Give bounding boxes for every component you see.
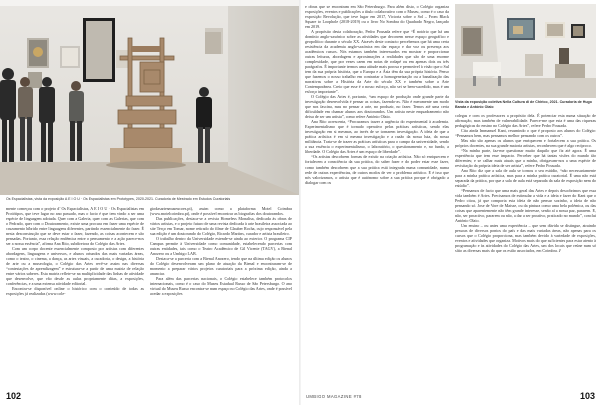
paragraph: Mas não são apenas os alunos que enriquecem e fortalecem a sua prática. Os próprios docentes, na sua grande maioria artistas, reconhecem que é algo recíproco. [455,138,596,149]
left-photo-caption: Os Espacialistas, vista da exposição A E I O U · Os Espacialistas em Prototypes, 2020-2021. Curadoria de Mestrado em Estudos Curatoriais [6,197,231,201]
paragraph: Com um corpo docente essencialmente composto por artistas com diferentes abordagens, linguagens e universos, e alunos oriundos das mais variadas áreas, como o teatro, o cinema, a dança, as artes visuais, a curadoria, o design, a história de arte ou a museologia, o Colégio das Artes revê-se assim nas diversas “contestações de aprendizagem” e estrutura-se a partir de uma matriz de relação entre vários saberes. Esta matriz reflete-se na multiplicidade das linhas de atividade que desenvolve, que vão desde as aulas propriamente ditas, a exposições, conferências, e a uma extensa atividade editorial. [6,246,144,287]
right-photo-caption [455,100,596,109]
exhibition-photo-de-chirico [455,4,596,98]
right-page-column-1 [305,4,449,185]
paragraph: Cita ainda Immanuel Kant, resumindo o que é proposto aos alunos do Colégio: “Pensamos bem, mas pensamos melhor pensando com os outros”. [455,128,596,139]
end-of-article-mark: // [558,248,561,254]
paragraph: Para além das parcerias nacionais, o Colégio estabelece também protocolos internacionais, como é o caso do Museu Estadual Russo de São Petersburgo. O ano virtual do Museu Russo encontra-se num espaço no Colégio das Artes, onde é possível acedar a exposições [150,276,292,297]
closing-paragraph: Um ensino – ou antes uma experiência – que sem dúvida se distingue, atraindo pessoas de diversos pontos do país e das mais variadas áreas, não apenas para os cursos que o Colégio proporciona, mas também devido à variedade de exposições, eventos e atividades que organiza. Motivos mais do que suficientes para estar atento à programação e às atividades do Colégio das Artes, um dos locais que reúne num só sítio as diversas mais do que os estão associados, em Coimbra. [455,223,596,254]
page-number-left: 102 [6,391,22,401]
paragraph: e obras que se encontram em São Petersburgo. Para além disto, o Colégio organiza exposições, eventos e publicações a título colaborativo com o Museu, como é o caso da exposição Revolução, que teve lugar em 2017, Victoria sobre o Sol – From Black Square to Loophole (2018-2019) ou o livro No Sombra do Quadrado Negro, lançado em 2019. [305,4,449,30]
magazine-footer: UMBIGO MAGAZINE #78 [306,394,362,399]
paragraph: Destaca-se a parceria com a Bienal Anozero, tendo que na última edição os alunos do Colégio desenvolveram um plano de atuação da Bienal e encontraram-se de momento a preparar vários projetos curatoriais para a próxima edição, ainda a anunciar. [150,256,292,277]
paragraph: Das publicações, destaca-se a revista Homeless Monalisa, dedicada às obras de vários artistas, e o projeto futuro de uma revista dedicada à arte brasileira associada ao site Terço em Tomar, nome retirado do filme de Glauber Rocha, cujo responsável pela sua edição é um doutorando do Colégio, Ricardo Martins, curador e artista brasileiro. [150,216,292,237]
paragraph [455,223,596,253]
right-page [300,0,600,405]
paragraph: “Pensamos de facto que uma mais geral das Artes e depois descobrimos que essa vida também é Artes. Precisamos de estimular a vida e a ideia e fazer do Kant que o Pedro citou, já que comporta esta ideia de não pensar sozinho, a ideia de não pensando só. Jose de Vore de Maisse, ou da pintura como uma bela polémica, ou das coisas que aparentemente não têm grande interesse, senão aí a nossa paz, pararem. E, não, ser proactivo, pararem ou não, a dar a ser proativo, praticado no mundo”, conclui António Olaio. [455,188,596,224]
paragraph: Ana Rito acrescenta, “Procuramos trazer a urgência do experimental à academia. Experimentalismo que é tornado operativo pelas práticas artísticas, sendo elas investigação em si mesmas, ao invés de se tornarem investigação. A ideia de que a prática artística é em si mesma investigação e a razão da nossa luta, da nossa militância. Trata-se de trazer as práticas artísticas para o campo da universidade, sendo a sua essência o experimentalismo, o laboratório, o questionamento e, no fundo, a liberdade. O Colégio das Artes é um espaço de liberdade”. [305,119,449,155]
paragraph: giodasartesmuseucoes.pt), assim como a plataforma Motel Coimbra (www.motelcoimbra.pt), onde é possível encontrar as biografias dos doutorandos. [150,206,292,217]
paragraph: Encontra-se disponível online o histórico com o conteúdo de todas as exposições já realizadas (www.cole- [6,286,144,297]
paragraph: mente começou com o projeto d’ Os Espacialistas, A E I O U · Os Espacialistas em Protótipos, que teve lugar no ano passado, mas o facto é que tem vindo a ser uma espécie de linguagem adotada. Quer com a Galeria, quer com as Galerias, que com o Pedrado, quer com o Doutoramento, existe uma procura em fazer uma espécie de cruzamento híbrido entre linguagens diferentes, partindo essencialmente do fazer. É nesta desconstrução que se deve estar o fazer, fazendo, as coisas acontecem e são pensadas. Portanto, essa relação endémica entre o pensamento e a ação parece-nos ser a nossa essência”, afirma Ana Rito, subdiretora do Colégio das Artes. [6,206,144,247]
exhibition-photo-espacialistas [0,0,300,195]
paragraph: Ana Rito diz que a sala de aula se tornou o seu estúdio, “não necessariamente para a minha prática artística, mas para a minha prática curatorial. É uma não está separada da prática, por que a sala de aula está separada da sala de exposição nem do estúdio”. [455,168,596,189]
page-number-right: 103 [580,391,596,401]
paragraph: “Na minha parte, faz-me questionar muito daquilo que fiz até agora. É uma experiência que tem esse impacto. Perceber que há tantas visões do mundo tão diferentes; e se calhar mais atuais que a minha, obrigavam-nos a uma espécie de revisitação da própria ideia de ser artista”, refere Pedro Pousada. [455,148,596,169]
paragraph: colegas e com os professores a propósito dela. É potenciar esta numa situação de afirmação, mas também de vulnerabilidade. Parece-me que esta é uma das riquezas pedagógicas do ensino no Colégio das Artes”, refere Pedro Pousada. [455,113,596,129]
paragraph: “Os artistas descobrem formas de existir na criação artística. Não só enriquecem e fortalecem a consciência da sua prática, do saber fazer e do poder estar esse fazer, como também descobrem que a sua prática está integrada numa comunidade, numa rede de outras experiências, de outros modos de ver o problema artístico. E é isso que nós valorizamos, o artista que é autónomo sobre a sua prática porque é obrigado a dialogar com os [305,154,449,185]
left-page-column-2 [150,206,292,296]
right-page-column-2 [455,113,596,253]
paragraph: A propósito desta colaboração, Pedro Pousada refere que “É notório que há um domínio anglo-saxónico sobre as atividades que decorrem nesse espaço geográfico e geopolítico durante o século XX. Através deste contacto percebemos que há uma certa resistência da academia anglo-saxónica em dar espaço e dar voz ou presença aos académicos russos. Nós estamos também interessados em mostrar e proporcionar outras leituras, abordagens e aproximações a realidades que são de uma enorme complexidade, que por vezes caem em notas de rodapé ou em apenas dois ou três parágrafos. É importante termos uma atitude mais porosa e permeável à visão que o Sul tem da sua própria história, que a Europa e a Ásia têm da sua própria história. Penso que fazemos o nosso trabalho em contrariar a homogeneização ou a banalização das narrativas sobre a História da Arte do século XX e também sobre a Arte Contemporânea. Creio que esse é o nosso esforço, não sei se bem-sucedido, mas é um esforço importante”. [305,29,449,95]
paragraph: O Colégio das Artes é, portanto, “um espaço de produção onde grande parte da investigação desenvolvida é pensar as coisas, fazendo-as. Não é meramente um modo que nos fascina, mas no pensar a arte, no produzir, no fazer. Temos até uma certa dificuldade em chamar alunos aos doutorandos. Um artista neste enquadramento não deixa de ser um artista”, como refere António Olaio. [305,94,449,120]
paragraph: O trabalho dentro da Universidade estende-se ainda ao exterior. O programa CIP Campus permite à Universidade como comunidade, estabelecendo parcerias com outras entidades, tais como o Teatro Académico de Gil Vicente (TAGV), a Bienal Anozero ou a Umbigo LAB. [150,236,292,257]
caption-title: Vista da exposição coletiva Nella Cultura di de Chirico, 2021. Curadoria de Hugo Barata e António Olaio [455,100,592,109]
left-page-column-1 [6,206,144,296]
